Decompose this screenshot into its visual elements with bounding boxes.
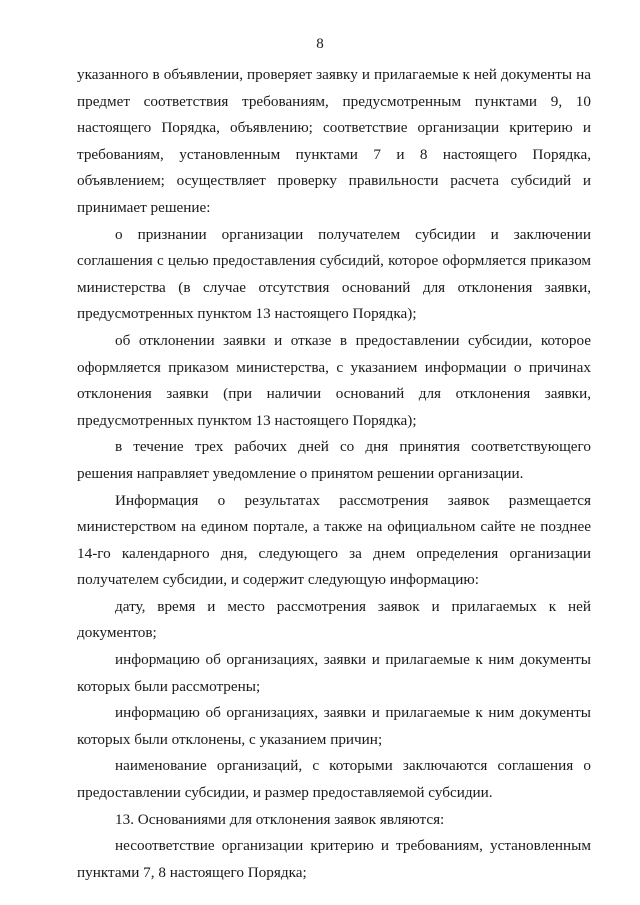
page-number: 8 xyxy=(316,36,324,52)
paragraph-decision-approve: о признании организации получателем субсидии и заключении соглашения с целью предоставления субсидий, которое оформляется приказом министерства (в случае отсутствия оснований для отклонения заявки, предусмотренных пунктом 13 настоящего Порядка); xyxy=(77,225,591,323)
paragraph-info-agreements: наименование организаций, с которыми заключаются соглашения о предоставлении субсидии, и размер предоставляемой субсидии. xyxy=(77,757,591,802)
paragraph-info-date: дату, время и место рассмотрения заявок и прилагаемых к ней документов; xyxy=(77,597,591,642)
paragraph-notification: в течение трех рабочих дней со дня принятия соответствующего решения направляет уведомление о принятом решении организации. xyxy=(77,438,591,482)
paragraph-rejection-grounds: несоответствие организации критерию и требованиям, установленным пунктами 7, 8 настоящего Порядка; xyxy=(77,837,591,881)
paragraph-info-rejected: информацию об организациях, заявки и прилагаемые к ним документы которых были отклонены, с указанием причин; xyxy=(77,704,591,748)
paragraph-intro: указанного в объявлении, проверяет заявку и прилагаемые к ней документы на предмет соответствия требованиям, предусмотренным пунктами 9, 10 настоящего Порядка, объявлению; соответствие организации критерию и требованиям, установленным пунктами 7 и 8 настоящего Порядка, объявлением; осуществляет проверку правильности расчета субсидий и принимает решение: xyxy=(77,66,591,216)
document-body xyxy=(77,62,591,886)
paragraph-information: Информация о результатах рассмотрения заявок размещается министерством на едином портале, а также на официальном сайте не позднее 14-го календарного дня, следующего за днем определения организации получателем субсидии, и содержит следующую информацию: xyxy=(77,491,591,589)
paragraph-section-13: 13. Основаниями для отклонения заявок являются: xyxy=(115,810,445,828)
paragraph-info-reviewed: информацию об организациях, заявки и прилагаемые к ним документы которых были рассмотрены; xyxy=(77,651,591,695)
paragraph-decision-reject: об отклонении заявки и отказе в предоставлении субсидии, которое оформляется приказом министерства, с указанием информации о причинах отклонения заявки (при наличии оснований для отклонения заявки, предусмотренных пунктом 13 настоящего Порядка); xyxy=(77,331,591,429)
